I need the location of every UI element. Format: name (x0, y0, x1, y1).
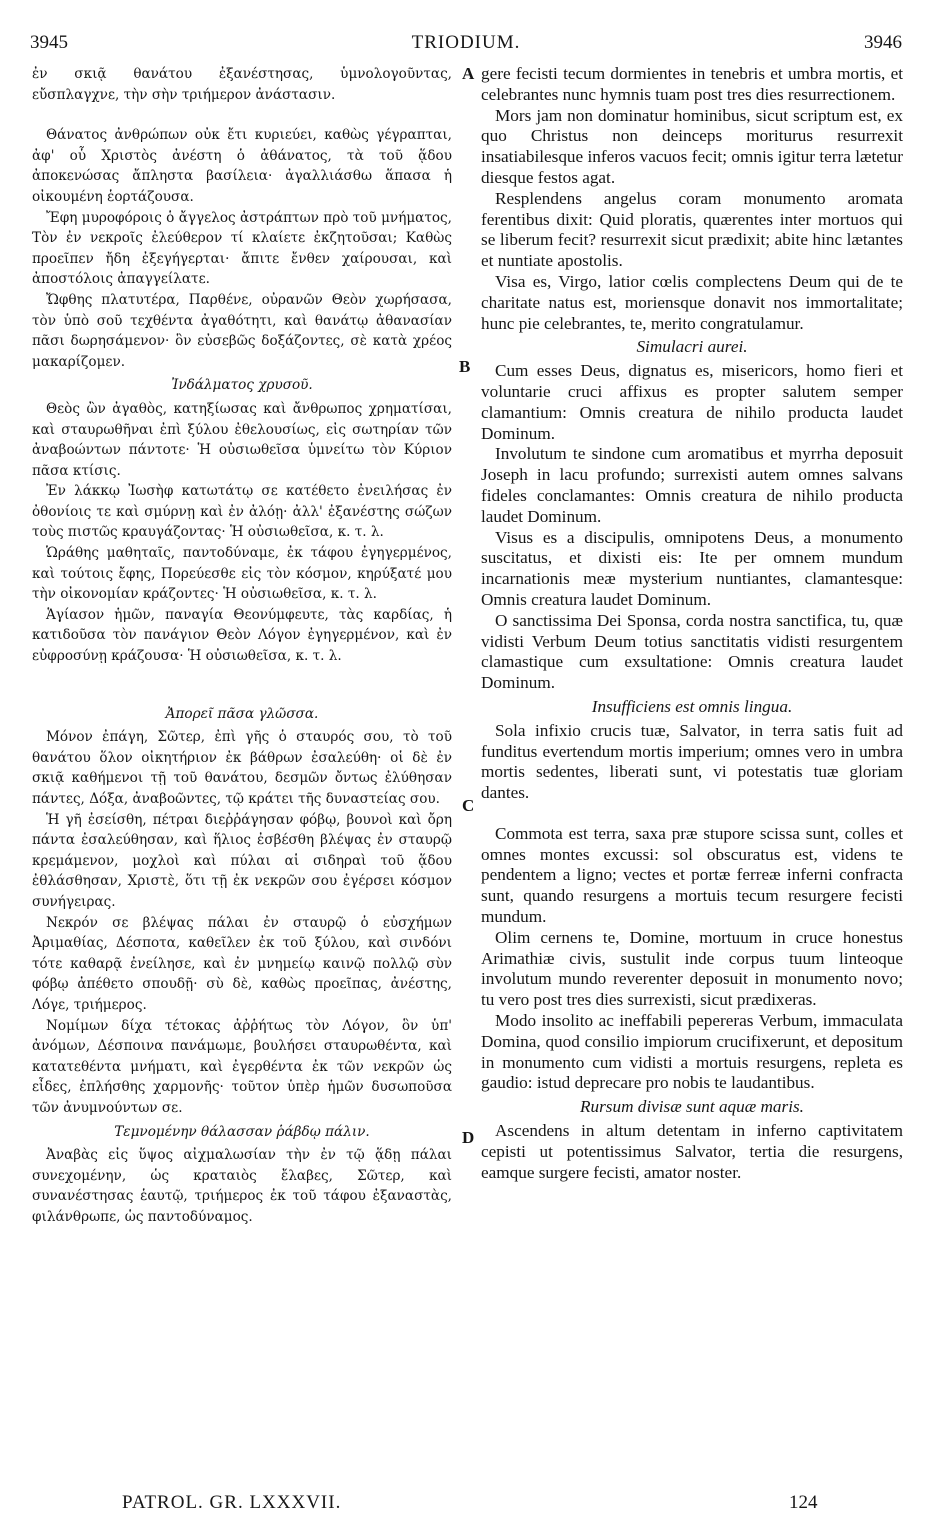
series-signature: PATROL. GR. LXXXVII. (122, 1492, 342, 1513)
latin-paragraph: Resplendens angelus coram monumento aromata ferentibus dixit: Quid ploratis, quærentes inter mortuos qui se liberum fecit? resurrexit sicut prædixit; abite hinc lætantes et nuntiate apostolis. (481, 188, 903, 271)
latin-hirmos-heading: Rursum divisæ sunt aquæ maris. (580, 1097, 804, 1117)
greek-paragraph: Μόνον ἐπάγη, Σῶτερ, ἐπὶ γῆς ὁ σταυρός σου, τὸ τοῦ θανάτου ὅλον οἰκητήριον ἐκ βάθρων ἐσαλεύθη· οἱ δὲ ἐν σκιᾷ καθήμενοι τῇ τοῦ θανάτου, δεσμῶν ὄντως ἐλύθησαν πάντες, Δόξα, ἀναβοῶντες, τῷ κράτει τῆς δυναστείας σου. (32, 729, 452, 807)
page-footer (30, 1492, 902, 1518)
greek-paragraph: Ἐν λάκκῳ Ἰωσὴφ κατωτάτῳ σε κατέθετο ἐνειλήσας ἐν ὀθονίοις τε καὶ σμύρνῃ καὶ ἐν ἀλόῃ· ἀλλ' ἐξανέστης σώζων τοὺς πιστῶς κραυγάζοντας· Ἡ οὐσιωθεῖσα, κ. τ. λ. (32, 483, 452, 541)
greek-hirmos-heading: Ἰνδάλματος χρυσοῦ. (171, 377, 313, 394)
latin-paragraph: Involutum te sindone cum aromatibus et myrrha deposuit Joseph in lacu profundo; surrexisti autem omnes salvans fideles conclamantes: Omnis creatura de nihilo producta laudet Dominum. (481, 444, 903, 526)
greek-paragraph: Θεὸς ὢν ἀγαθὸς, κατηξίωσας καὶ ἄνθρωπος χρηματίσαι, καὶ σταυρωθῆναι ἐπὶ ξύλου ἐθελουσίως, εἰς σωτηρίαν τῶν ἀναβοώντων πάντοτε· Ἡ οὐσιωθεῖσα ὑμνείτω τὸν Κύριον πᾶσα κτίσις. (32, 400, 452, 479)
greek-paragraph: Ἔφη μυροφόροις ὁ ἄγγελος ἀστράπτων πρὸ τοῦ μνήματος, Τὸν ἐν νεκροῖς ἐλεύθερον τί κλαίετε ἐκζητοῦσαι; Καθὼς προεῖπεν ἤδη ἐξεγήγερται· ἄπιτε ἔνθεν χαίρουσαι, καὶ ἀποστόλοις ἀπαγγείλατε. (32, 209, 452, 288)
greek-paragraph: Ἡ γῆ ἐσείσθη, πέτραι διεῤῥάγησαν φόβῳ, βουνοὶ καὶ ὄρη πάντα ἐσαλεύθησαν, καὶ ἥλιος ἐσβέσθη βλέψας ἐν σταυρῷ κρεμάμενον, μοχλοὶ καὶ πύλαι αἱ σιδηραὶ τοῦ ᾅδου ἐθλάσθησαν, Χριστὲ, ὅτι τῇ ἐκ νεκρῶν σου ἐγέρσει κόσμον συνήγειρας. (32, 811, 452, 910)
greek-hirmos-heading: Ἀπορεῖ πᾶσα γλῶσσα. (165, 705, 319, 722)
spacer (481, 804, 903, 824)
greek-paragraph: Ὤφθης πλατυτέρα, Παρθένε, οὐρανῶν Θεὸν χωρήσασα, τὸν ὑπὸ σοῦ τεχθέντα ἀγαθότητι, καὶ θανάτῳ ἀθανασίαν πᾶσι δωρησάμενον· ὃν εὐσεβῶς δοξάζοντες, σὲ κατὰ χρέος μακαρίζομεν. (32, 291, 452, 370)
spacer (32, 667, 452, 701)
latin-column (481, 64, 903, 1183)
latin-paragraph: Visa es, Virgo, latior cœlis complectens Deum qui de te charitate natus est, moriensque donavit nos immortalitate; hunc pie celebrantes, te, merito congratulamur. (481, 271, 903, 333)
page-number-left: 3945 (30, 32, 68, 53)
sheet-number: 124 (789, 1492, 818, 1513)
margin-letter-d: D (462, 1128, 475, 1147)
latin-paragraph: Sola infixio crucis tuæ, Salvator, in terra satis fuit ad funditus evertendum mortis imperium; omnes vero in umbra mortis sedentes, liberati sunt, vi potestatis tuæ gloriam dantes. (481, 720, 903, 803)
latin-paragraph: Visus es a discipulis, omnipotens Deus, a monumento suscitatus, et dixisti eis: Ite per omnem mundum incarnationis meæ mysterium nuntiantes, clamantesque: Omnis creatura laudet Dominum. (481, 527, 903, 609)
page-number-right: 3946 (864, 32, 902, 53)
greek-paragraph: Ἀναβὰς εἰς ὕψος αἰχμαλωσίαν τὴν ἐν τῷ ᾅδῃ πάλαι συνεχομένην, ὡς κραταιὸς ἔλαβες, Σῶτερ, καὶ συνανέστησας ἑαυτῷ, τριήμερος ἐκ τοῦ τάφου ἐξαναστὰς, φιλάνθρωπε, ὡς παντοδύναμος. (32, 1147, 452, 1225)
greek-hirmos-heading: Τεμνομένην θάλασσαν ῥάβδῳ πάλιν. (114, 1123, 370, 1140)
greek-paragraph: Θάνατος ἀνθρώπων οὐκ ἔτι κυριεύει, καθὼς γέγραπται, ἀφ' οὗ Χριστὸς ἀνέστη ὁ ἀθάνατος, τὰ τοῦ ᾅδου ἀποκενώσας ἄπληστα βασίλεια· ἀγαλλιάσθω ἅπασα ἡ οἰκουμένη ἑορτάζουσα. (32, 127, 452, 205)
spacer (32, 105, 452, 125)
greek-paragraph: Ἁγίασον ἡμῶν, παναγία Θεονύμφευτε, τὰς καρδίας, ἡ κατιδοῦσα τὸν πανάγιον Θεὸν Λόγον ἐγηγερμένον, καὶ ἐν εὐφροσύνῃ κράζουσα· Ἡ οὐσιωθεῖσα, κ. τ. λ. (32, 606, 452, 665)
running-title: TRIODIUM. (411, 32, 521, 53)
margin-letter-a: A (462, 64, 475, 83)
latin-paragraph: Ascendens in altum detentam in inferno captivitatem cepisti ut potentissimus Salvator, tertia die resurgens, eamque surgere fecisti, amator noster. (481, 1121, 903, 1182)
latin-hirmos-heading: Simulacri aurei. (636, 337, 748, 357)
margin-letter-b: B (459, 357, 471, 376)
latin-paragraph: Modo insolito ac ineffabili pepereras Verbum, immaculata Domina, quod consilio impiorum crucifixerunt, et depositum in monumento cum vidisti a mortuis resurgens, repleta es gaudio: istud deprecare pro nobis te laudantibus. (481, 1011, 903, 1093)
greek-column (32, 64, 452, 1227)
margin-letter-c: C (462, 796, 475, 815)
latin-paragraph: O sanctissima Dei Sponsa, corda nostra sanctifica, tu, quæ vidisti Verbum Deum totius sanctitatis vidisti resurgentem clamastique cum exsultatione: Omnis creatura laudet Dominum. (481, 610, 903, 693)
latin-hirmos-heading: Insufficiens est omnis lingua. (591, 696, 793, 716)
page-header (30, 32, 902, 60)
greek-paragraph: Νομίμων δίχα τέτοκας ἀῤῥήτως τὸν Λόγον, ὃν ὑπ' ἀνόμων, Δέσποινα πανάμωμε, βουλήσει σταυρωθέντα, καὶ κατατεθέντα μνήματι, καὶ ἐγερθέντα ἐκ τῶν νεκρῶν ὡς εἶδες, ἐπλήσθης χαρμονῆς· τοῦτον ὑπὲρ ἡμῶν δυσωποῦσα τῶν ἀνυμνούντων σε. (32, 1017, 452, 1116)
latin-paragraph: Commota est terra, saxa præ stupore scissa sunt, colles et omnes montes excussi: sol obscuratus est, videns te pendentem a ligno; vectes et portæ ferreæ inferni confracta sunt, quando resurgens a mortuis tecum resurgere fecisti mundum. (481, 823, 903, 927)
latin-paragraph: Cum esses Deus, dignatus es, misericors, homo fieri et voluntarie cruci affixus es propter salutem semper clamantium: Omnis creatura de nihilo producta laudet Dominum. (481, 361, 903, 443)
latin-paragraph: Olim cernens te, Domine, mortuum in cruce honestus Arimathiæ civis, sustulit inde corpus tuum linteoque involutum mundo reverenter deposuit in monumento novo; tu vero post tres dies surrexisti, sicut prædixeras. (481, 927, 903, 1010)
greek-paragraph: Ὡράθης μαθηταῖς, παντοδύναμε, ἐκ τάφου ἐγηγερμένος, καὶ τούτοις ἔφης, Πορεύεσθε εἰς τὸν κόσμον, κηρύξατέ μου τὴν οἰκονομίαν κράζοντες· Ἡ οὐσιωθεῖσα, κ. τ. λ. (32, 545, 452, 603)
latin-paragraph: gere fecisti tecum dormientes in tenebris et umbra mortis, et celebrantes nunc hymnis tuam post tres dies resurrectionem. (481, 64, 903, 104)
latin-paragraph: Mors jam non dominatur hominibus, sicut scriptum est, ex quo Christus non deinceps moriturus resurrexit insatiabilesque inferos vacuos fecit; omnis igitur terra lætetur diesque festos agat. (481, 105, 903, 187)
greek-paragraph: ἐν σκιᾷ θανάτου ἐξανέστησας, ὑμνολογοῦντας, εὔσπλαγχνε, τὴν σὴν τριήμερον ἀνάστασιν. (32, 66, 452, 103)
greek-paragraph: Νεκρόν σε βλέψας πάλαι ἐν σταυρῷ ὁ εὐσχήμων Ἀριμαθίας, Δέσποτα, καθεῖλεν ἐκ τοῦ ξύλου, καὶ σινδόνι τότε καθαρᾷ ἐνείλησε, καὶ ἐν μνημείῳ καινῷ πολλῷ σὺν φόβῳ ἀπέθετο σπουδῇ· σὺ δὲ, καθὼς προεῖπας, ἀνέστης, Λόγε, τριήμερος. (32, 914, 452, 1013)
